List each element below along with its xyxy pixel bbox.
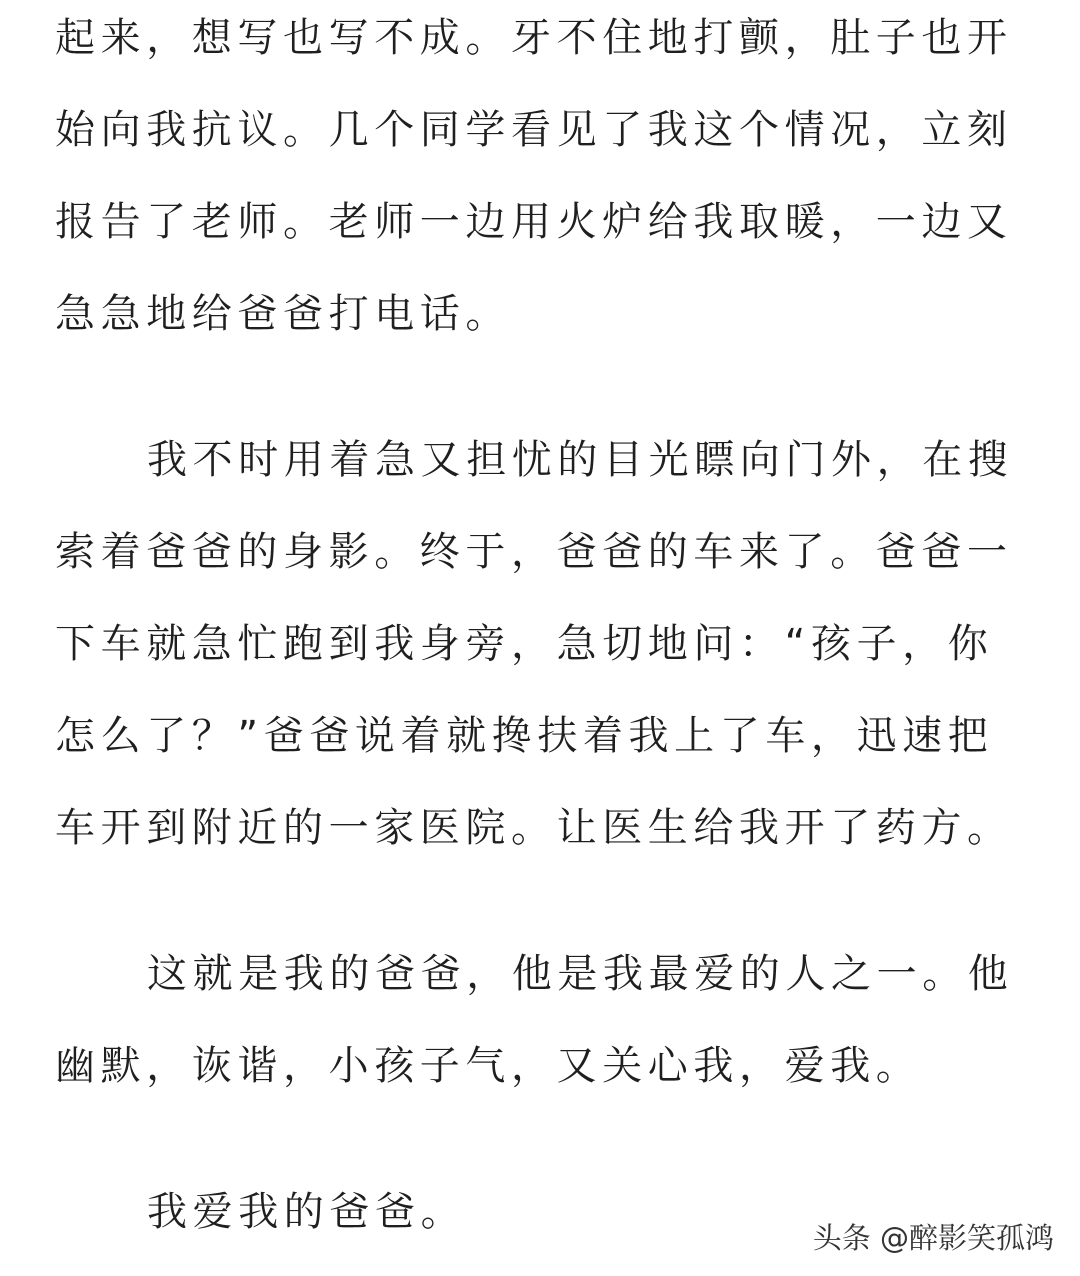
paragraph-1-line-3: 报告了老师。老师一边用火炉给我取暖，一边又: [55, 199, 1013, 245]
paragraph-2-line-4: 怎么了？”爸爸说着就搀扶着我上了车，迅速把: [55, 713, 994, 759]
paragraph-3-line-1: 这就是我的爸爸，他是我最爱的人之一。他: [147, 951, 1014, 997]
paragraph-4-line-1: 我爱我的爸爸。: [147, 1189, 467, 1235]
paragraph-1-line-1: 起来，想写也写不成。牙不住地打颤，肚子也开: [55, 15, 1013, 61]
watermark-label: 头条 @醉影笑孤鸿: [812, 1221, 1054, 1255]
paragraph-3-line-2: 幽默，诙谐，小孩子气，又关心我，爱我。: [55, 1043, 922, 1089]
paragraph-2-line-2: 索着爸爸的身影。终于，爸爸的车来了。爸爸一: [55, 529, 1013, 575]
paragraph-2-line-3: 下车就急忙跑到我身旁，急切地问：“孩子，你: [55, 621, 994, 667]
paragraph-2-line-1: 我不时用着急又担忧的目光瞟向门外，在搜: [147, 437, 1014, 483]
paragraph-1-line-4: 急急地给爸爸打电话。: [55, 291, 511, 337]
paragraph-2-line-5: 车开到附近的一家医院。让医生给我开了药方。: [55, 805, 1013, 851]
paragraph-1-line-2: 始向我抗议。几个同学看见了我这个情况，立刻: [55, 107, 1013, 153]
